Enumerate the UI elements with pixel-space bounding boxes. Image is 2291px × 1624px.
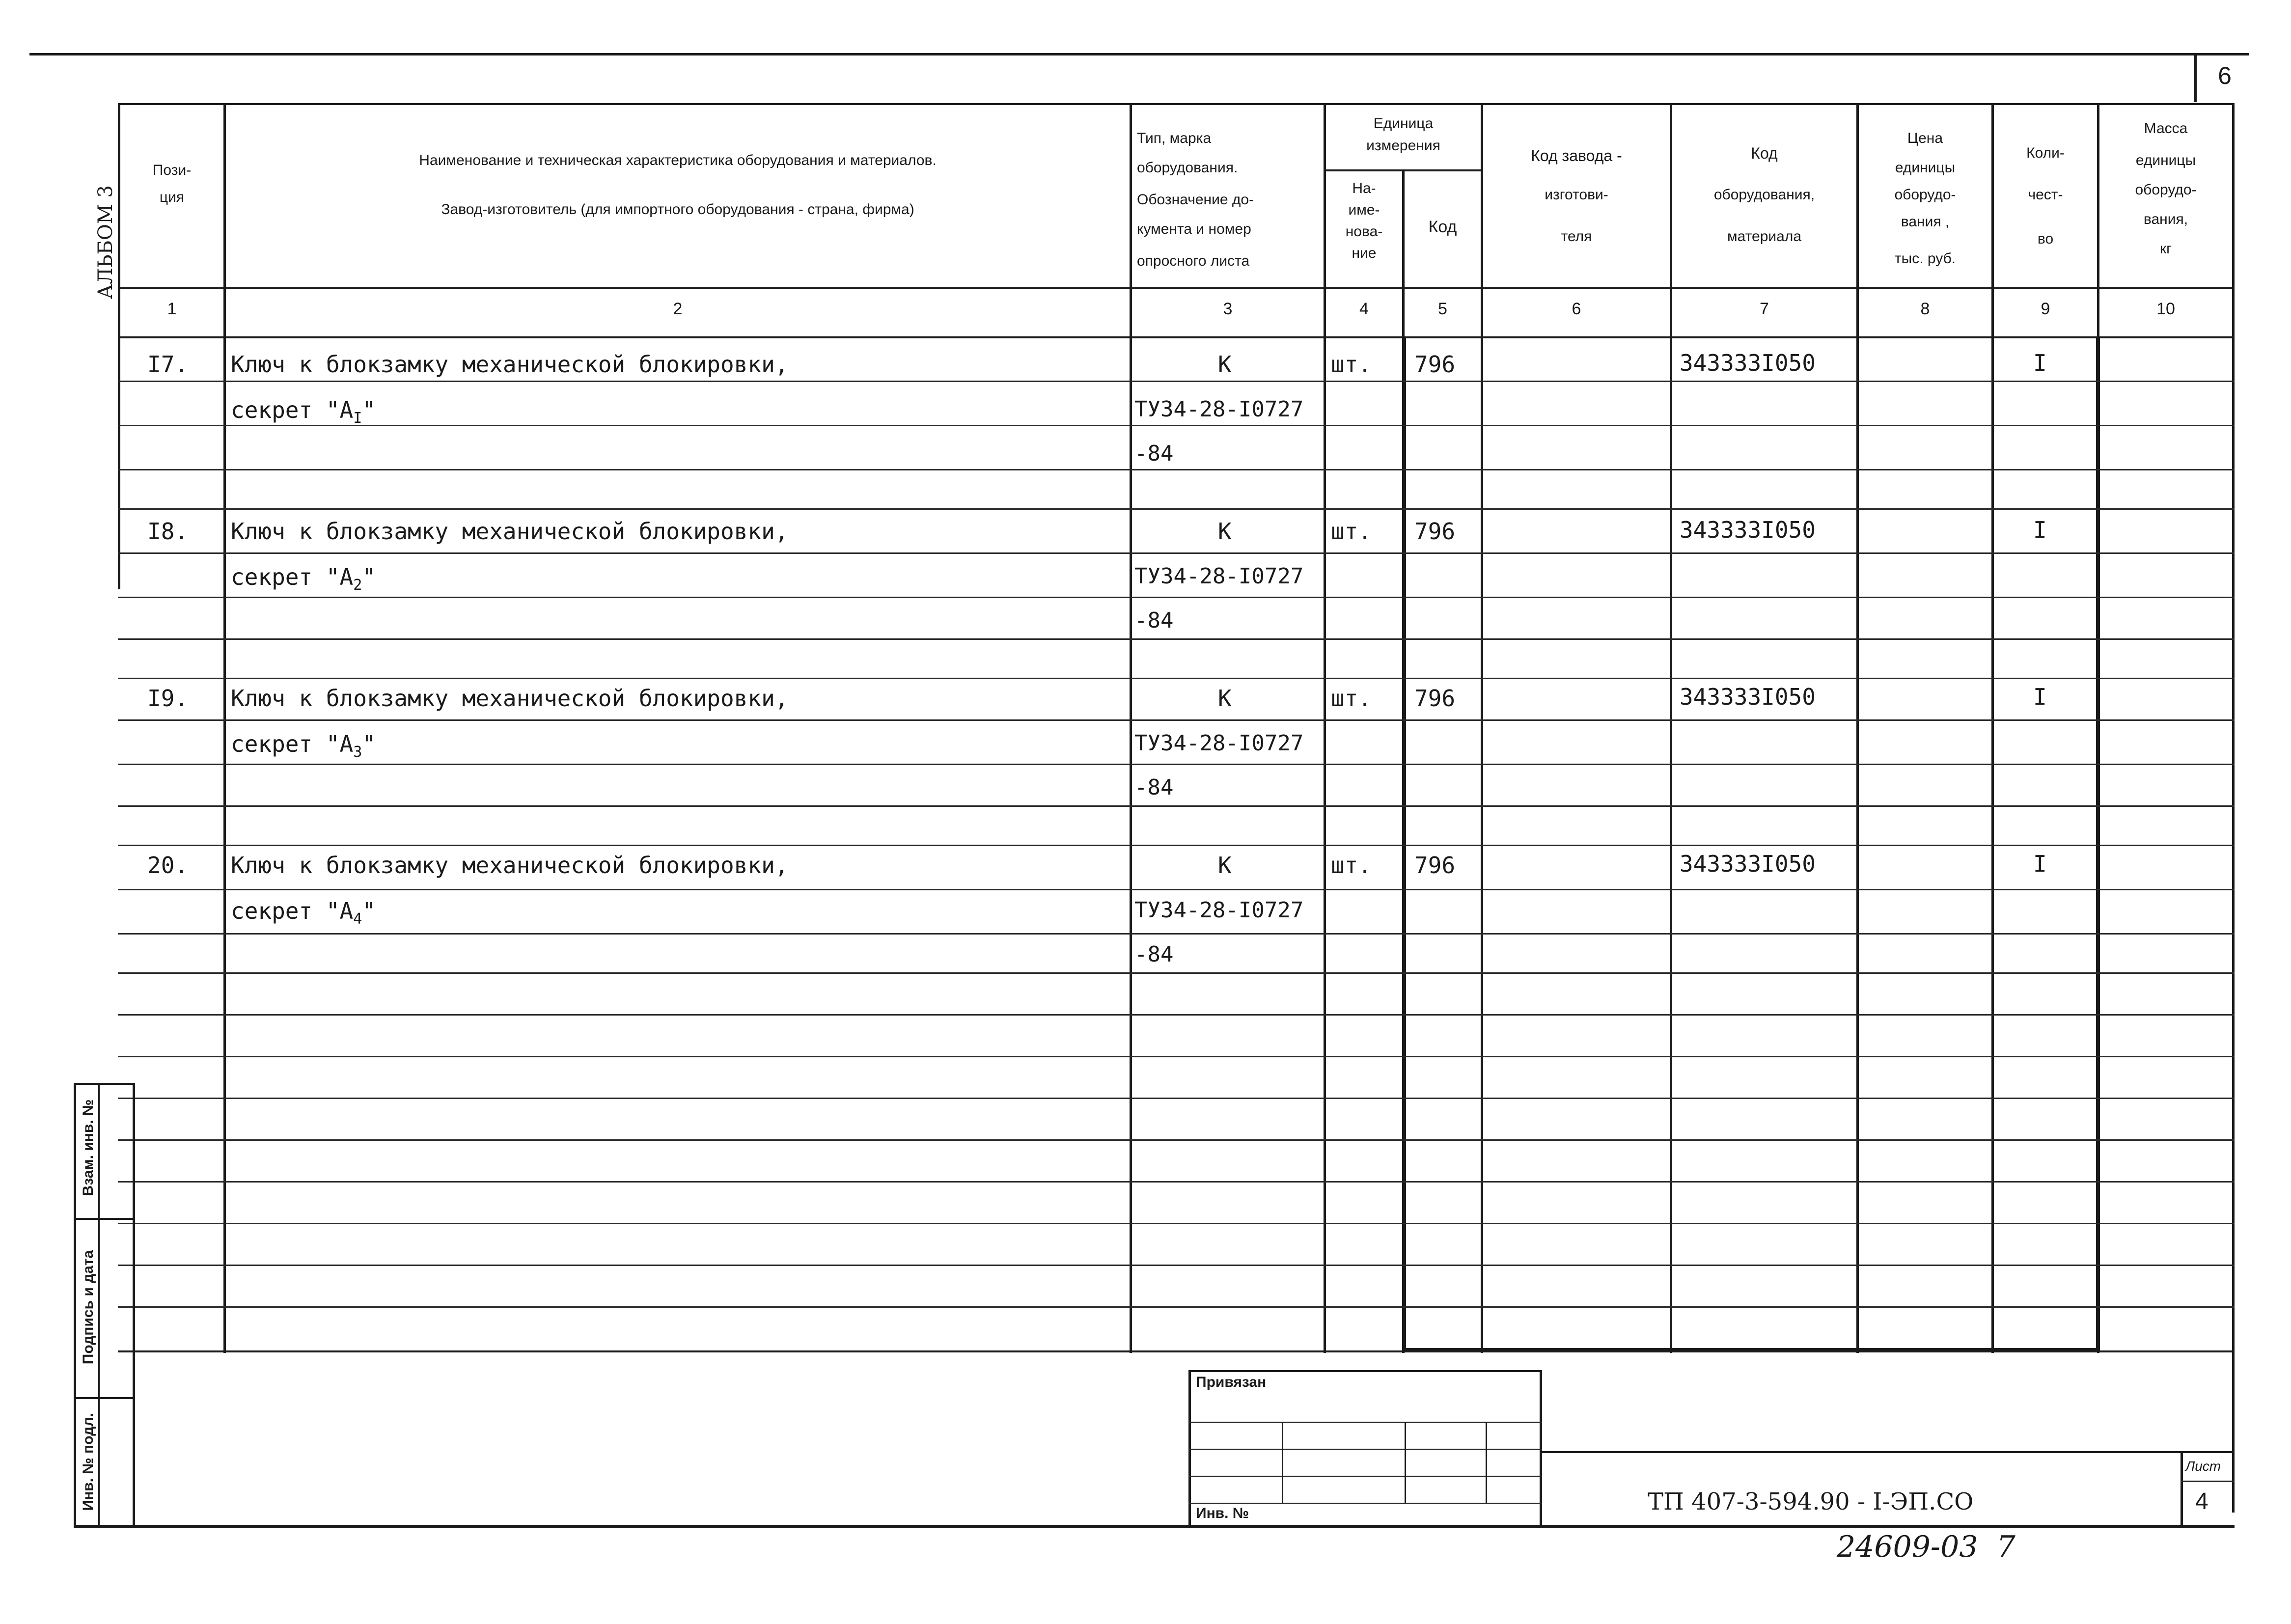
header-col1-line2: ция — [159, 189, 185, 205]
side-stamp-inner-line — [98, 1083, 100, 1527]
row-17-doc-line1: ТУ34-28-I0727 — [1134, 397, 1304, 422]
row-17-secret-prefix: секрет "А — [231, 397, 354, 423]
handwritten-number-suffix: 7 — [1996, 1530, 2015, 1564]
row-17-unit: шт. — [1331, 351, 1372, 378]
row-19-name: Ключ к блокзамку механической блокировки, — [231, 685, 789, 712]
header-col9-line3: во — [2037, 231, 2054, 247]
header-col6-line2: изготови- — [1545, 187, 1608, 203]
row-18-equip-code: 343333I050 — [1680, 517, 1816, 543]
row-19-doc-line2: -84 — [1134, 775, 1174, 800]
header-col3-line4: кумента и номер — [1137, 221, 1251, 237]
body-line — [118, 1265, 2235, 1266]
header-col2-line2: Завод-изготовитель (для импортного оборудования - страна, фирма) — [441, 201, 914, 218]
col-number-4: 4 — [1359, 300, 1369, 318]
row-19-secret-prefix: секрет "А — [231, 731, 354, 757]
row-19-secret-suffix: " — [362, 731, 376, 757]
body-line — [118, 1306, 2235, 1308]
header-unit-group-line2: измерения — [1366, 138, 1440, 154]
row-18-doc-line1: ТУ34-28-I0727 — [1134, 564, 1304, 589]
body-line — [118, 933, 2235, 935]
row-19-type: К — [1218, 685, 1232, 712]
row-20-qty: I — [2033, 851, 2047, 877]
side-stamp-divider-1 — [74, 1218, 135, 1220]
body-line — [118, 1056, 2235, 1057]
row-18-secret-prefix: секрет "А — [231, 564, 354, 590]
header-col10-line4: вания, — [2143, 211, 2188, 227]
body-bottom-line — [118, 1350, 2235, 1352]
list-box-divider — [2181, 1481, 2235, 1482]
header-col4-line3: нова- — [1345, 223, 1383, 240]
body-line — [118, 381, 2235, 382]
inv-no-label: Инв. № — [1196, 1505, 1249, 1521]
header-col10-line1: Масса — [2144, 120, 2188, 137]
body-line — [118, 805, 2235, 807]
row-20-name: Ключ к блокзамку механической блокировки, — [231, 852, 789, 879]
unit-group-line — [1324, 169, 1481, 171]
body-line — [118, 469, 2235, 470]
side-stamp-left-line — [74, 1083, 76, 1527]
row-19-qty: I — [2033, 684, 2047, 710]
row-17-name: Ключ к блокзамку механической блокировки, — [231, 351, 789, 378]
doc-code-top-line — [1540, 1451, 2235, 1453]
body-line — [118, 678, 2235, 679]
body-line — [118, 638, 2235, 640]
body-line — [118, 845, 2235, 846]
doc-code: ТП 407-3-594.90 - I-ЭП.СО — [1648, 1488, 1974, 1515]
body-line — [118, 889, 2235, 890]
header-col6-line1: Код завода - — [1531, 147, 1622, 165]
row-17-qty: I — [2033, 350, 2047, 376]
row-17-equip-code: 343333I050 — [1680, 350, 1816, 376]
privyazan-line — [1188, 1476, 1542, 1477]
body-line — [118, 1098, 2235, 1099]
col-divider-1 — [223, 103, 226, 1353]
body-line — [118, 1181, 2235, 1183]
table-right-line — [2232, 103, 2235, 1513]
col-number-5: 5 — [1438, 300, 1447, 318]
row-18-secret-sub: 2 — [353, 577, 362, 594]
row-20-doc-line2: -84 — [1134, 942, 1174, 967]
row-18-secret-suffix: " — [362, 564, 376, 590]
header-col4-line4: ние — [1352, 245, 1377, 261]
numbers-bottom-line — [118, 336, 2235, 338]
row-19-secret — [231, 731, 376, 761]
header-col3-line1: Тип, марка — [1137, 130, 1212, 146]
header-col10-line5: кг — [2159, 241, 2172, 257]
row-18-type: К — [1218, 518, 1232, 545]
header-col9-line2: чест- — [2028, 187, 2063, 203]
header-col8-line2: единицы — [1895, 160, 1956, 176]
row-20-secret — [231, 898, 376, 928]
header-col4-line2: име- — [1348, 202, 1380, 218]
col-divider-5 — [1481, 103, 1483, 1353]
row-19-secret-sub: 3 — [353, 743, 362, 761]
row-20-secret-prefix: секрет "А — [231, 898, 354, 924]
col-number-8: 8 — [1920, 300, 1930, 318]
header-col7-line3: материала — [1727, 228, 1802, 245]
side-stamp-inv-podl: Инв. № подл. — [80, 1413, 96, 1511]
row-18-unit: шт. — [1331, 518, 1372, 545]
col-number-10: 10 — [2156, 300, 2175, 318]
body-line — [118, 597, 2235, 598]
header-col10-line3: оборудо- — [2135, 182, 2197, 198]
body-line — [118, 972, 2235, 974]
header-col1-line1: Пози- — [152, 162, 192, 178]
col-number-3: 3 — [1223, 300, 1233, 318]
row-17-type: К — [1218, 351, 1232, 378]
list-label: Лист — [2185, 1459, 2221, 1474]
header-unit-group-line1: Единица — [1373, 115, 1434, 132]
row-20-doc-line1: ТУ34-28-I0727 — [1134, 898, 1304, 923]
row-17-doc-line2: -84 — [1134, 441, 1174, 466]
header-col5: Код — [1428, 218, 1457, 236]
sheet-corner-number: 6 — [2218, 62, 2232, 89]
side-stamp-vzam-inv: Взам. инв. № — [80, 1099, 96, 1196]
body-line — [118, 1139, 2235, 1141]
row-18-name: Ключ к блокзамку механической блокировки, — [231, 518, 789, 545]
row-19-doc-line1: ТУ34-28-I0727 — [1134, 731, 1304, 756]
privyazan-line — [1188, 1503, 1542, 1504]
col-number-1: 1 — [167, 300, 177, 318]
body-line — [118, 764, 2235, 765]
table-top-line — [118, 103, 2235, 105]
thick-frame-left — [1402, 336, 1406, 1350]
body-line — [118, 1014, 2235, 1016]
row-18-position: I8. — [147, 518, 189, 545]
side-stamp-podpis-data: Подпись и дата — [80, 1250, 96, 1365]
body-line — [118, 508, 2235, 510]
body-line — [118, 1223, 2235, 1224]
privyazan-col-line — [1486, 1422, 1487, 1503]
row-17-secret-suffix: " — [362, 397, 376, 423]
handwritten-number-main: 24609-03 — [1837, 1530, 1978, 1564]
col-number-2: 2 — [673, 300, 683, 318]
row-18-doc-line2: -84 — [1134, 608, 1174, 633]
row-18-qty: I — [2033, 517, 2047, 543]
col-divider-3 — [1324, 103, 1326, 1353]
list-box-left-line — [2181, 1451, 2183, 1527]
body-line — [118, 552, 2235, 554]
row-20-secret-sub: 4 — [353, 910, 362, 928]
col-number-7: 7 — [1760, 300, 1769, 318]
row-20-unit-code: 796 — [1414, 852, 1456, 879]
header-bottom-line — [118, 287, 2235, 289]
row-17-position: I7. — [147, 351, 189, 378]
row-17-unit-code: 796 — [1414, 351, 1456, 378]
thick-frame-right — [2096, 336, 2100, 1350]
privyazan-top-line — [1188, 1370, 1542, 1372]
privyazan-col-line — [1282, 1422, 1283, 1503]
row-19-position: I9. — [147, 685, 189, 712]
row-20-position: 20. — [147, 852, 189, 879]
row-18-unit-code: 796 — [1414, 518, 1456, 545]
body-line — [118, 719, 2235, 721]
side-stamp-right-line — [133, 1083, 135, 1527]
row-17-secret — [231, 397, 376, 427]
col-divider-7 — [1856, 103, 1859, 1353]
corner-box-left — [2194, 53, 2197, 102]
page-bottom-line — [74, 1525, 2235, 1528]
header-col3-line3: Обозначение до- — [1137, 192, 1254, 208]
row-19-equip-code: 343333I050 — [1680, 684, 1816, 710]
col-divider-2 — [1130, 103, 1132, 1353]
body-line — [118, 425, 2235, 426]
header-col2-line1: Наименование и техническая характеристика оборудования и материалов. — [419, 152, 937, 168]
privyazan-label: Привязан — [1196, 1374, 1267, 1390]
header-col8-line4: вания , — [1901, 214, 1950, 230]
privyazan-line — [1188, 1422, 1542, 1423]
handwritten-number — [1837, 1530, 2015, 1564]
row-20-unit: шт. — [1331, 852, 1372, 879]
header-col3-line2: оборудования. — [1137, 160, 1238, 176]
privyazan-col-line — [1405, 1422, 1406, 1503]
row-19-unit-code: 796 — [1414, 685, 1456, 712]
header-col3-line5: опросного листа — [1137, 253, 1250, 269]
row-20-secret-suffix: " — [362, 898, 376, 924]
row-19-unit: шт. — [1331, 685, 1372, 712]
row-17-secret-sub: I — [353, 410, 362, 427]
row-20-equip-code: 343333I050 — [1680, 851, 1816, 877]
row-20-type: К — [1218, 852, 1232, 879]
top-border-line — [29, 53, 2249, 55]
header-col7-line2: оборудования, — [1713, 187, 1815, 203]
col-divider-8 — [1991, 103, 1994, 1353]
header-col8-line1: Цена — [1907, 130, 1943, 146]
col-number-9: 9 — [2041, 300, 2050, 318]
header-col10-line2: единицы — [2135, 152, 2196, 168]
header-col8-line5: тыс. руб. — [1894, 250, 1956, 267]
album-label: АЛЬБОМ 3 — [94, 185, 117, 299]
col-number-6: 6 — [1572, 300, 1581, 318]
header-col9-line1: Коли- — [2026, 145, 2065, 161]
header-col6-line3: теля — [1561, 228, 1592, 245]
header-col8-line3: оборудо- — [1894, 187, 1956, 203]
col-divider-6 — [1670, 103, 1672, 1353]
header-col7-line1: Код — [1751, 144, 1778, 162]
row-18-secret — [231, 564, 376, 594]
header-col4-line1: На- — [1352, 180, 1376, 196]
list-number: 4 — [2195, 1488, 2208, 1514]
privyazan-line — [1188, 1449, 1542, 1450]
